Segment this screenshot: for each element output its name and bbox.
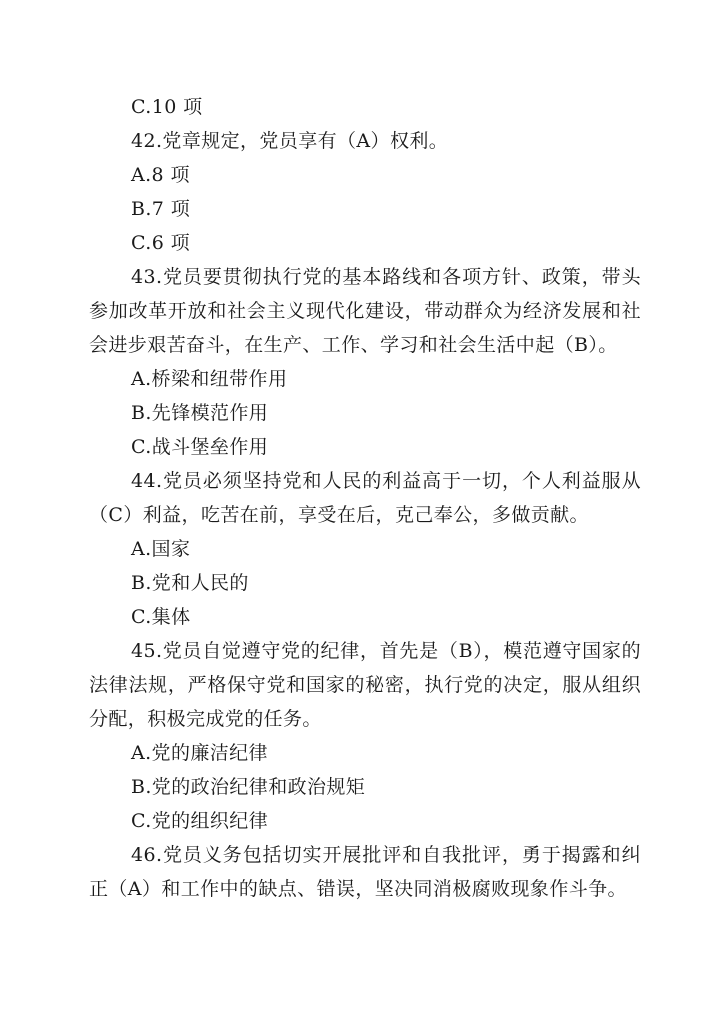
option-44-b: B.党和人民的: [131, 572, 249, 594]
question-43-line-1: 43.党员要贯彻执行党的基本路线和各项方针、政策，带头: [131, 266, 641, 288]
option-45-a: A.党的廉洁纪律: [131, 742, 268, 764]
option-42-a: A.8 项: [131, 164, 190, 186]
question-42: 42.党章规定，党员享有（A）权利。: [131, 130, 449, 152]
option-42-c: C.6 项: [131, 232, 191, 254]
question-45-line-2: 法律法规，严格保守党和国家的秘密，执行党的决定，服从组织: [89, 674, 641, 696]
question-46-line-1: 46.党员义务包括切实开展批评和自我批评，勇于揭露和纠: [131, 844, 641, 866]
option-42-b: B.7 项: [131, 198, 191, 220]
option-41-c: C.10 项: [131, 96, 203, 118]
option-45-b: B.党的政治纪律和政治规矩: [131, 776, 366, 798]
option-43-b: B.先锋模范作用: [131, 402, 269, 424]
question-43-line-2: 参加改革开放和社会主义现代化建设，带动群众为经济发展和社: [89, 300, 641, 322]
option-45-c: C.党的组织纪律: [131, 810, 269, 832]
question-46-line-2: 正（A）和工作中的缺点、错误，坚决同消极腐败现象作斗争。: [89, 878, 627, 900]
question-43-line-3: 会进步艰苦奋斗，在生产、工作、学习和社会生活中起（B）。: [89, 334, 618, 356]
option-44-c: C.集体: [131, 606, 191, 628]
question-45-line-3: 分配，积极完成党的任务。: [89, 708, 322, 730]
option-43-a: A.桥梁和纽带作用: [131, 368, 288, 390]
question-44-line-2: （C）利益，吃苦在前，享受在后，克己奉公，多做贡献。: [89, 504, 589, 526]
question-45-line-1: 45.党员自觉遵守党的纪律，首先是（B），模范遵守国家的: [131, 640, 641, 662]
question-44-line-1: 44.党员必须坚持党和人民的利益高于一切，个人利益服从: [131, 470, 641, 492]
option-44-a: A.国家: [131, 538, 191, 560]
option-43-c: C.战斗堡垒作用: [131, 436, 269, 458]
